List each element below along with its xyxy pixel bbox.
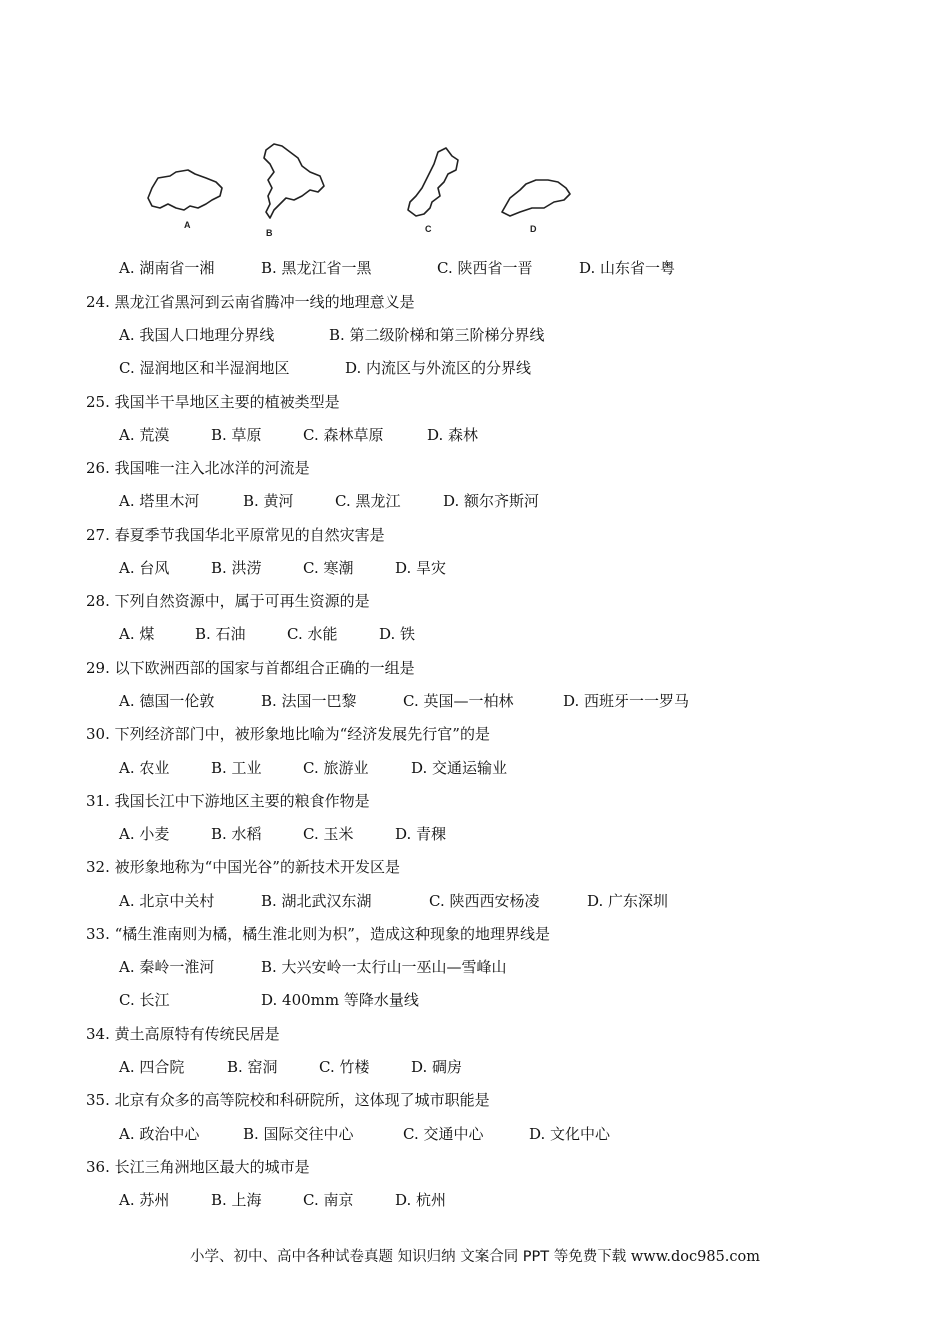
province-shape-b [264,144,324,218]
question-stem: 33. “橘生淮南则为橘，橘生淮北则为枳”，造成这种现象的地理界线是 [86,925,550,943]
q23-options [119,258,675,278]
question-stem: 26. 我国唯一注入北冰洋的河流是 [86,459,310,477]
option: C. 竹楼 [319,1058,370,1076]
option: A. 秦岭一淮河 [119,958,215,976]
question-stem: 24. 黑龙江省黑河到云南省腾冲一线的地理意义是 [86,293,415,311]
options-row [119,957,507,977]
map-label-b: B [266,228,273,238]
option: A. 苏州 [119,1191,170,1209]
option: B. 窑洞 [227,1058,278,1076]
option: D. 400mm 等降水量线 [261,991,419,1009]
option: B. 湖北武汉东湖 [261,892,372,910]
option: A. 政治中心 [119,1125,200,1143]
options-row [119,990,419,1010]
option: D. 内流区与外流区的分界线 [345,359,532,377]
option: C. 南京 [303,1191,354,1209]
option: A. 荒漠 [119,426,170,444]
option: C. 黑龙江 [335,492,401,510]
option: B. 上海 [211,1191,262,1209]
question-stem: 25. 我国半干旱地区主要的植被类型是 [86,393,340,411]
options-row [119,691,689,711]
option: C. 陕西省一晋 [437,259,533,277]
question-stem: 36. 长江三角洲地区最大的城市是 [86,1158,310,1176]
option: B. 大兴安岭一太行山一巫山—雪峰山 [261,958,507,976]
option: D. 西班牙一一罗马 [563,692,690,710]
options-row [119,425,478,445]
option: A. 湖南省一湘 [119,259,215,277]
option: D. 森林 [427,426,479,444]
option: D. 旱灾 [395,559,447,577]
option: D. 青稞 [395,825,447,843]
options-row [119,358,531,378]
option: C. 陕西西安杨凌 [429,892,540,910]
options-row [119,325,545,345]
question-stem: 27. 春夏季节我国华北平原常见的自然灾害是 [86,526,385,544]
option: C. 湿润地区和半湿润地区 [119,359,290,377]
option: B. 石油 [195,625,246,643]
option: D. 山东省一粤 [579,259,676,277]
option: D. 杭州 [395,1191,447,1209]
question-stem: 28. 下列自然资源中，属于可再生资源的是 [86,592,370,610]
option: B. 黄河 [243,492,294,510]
options-row [119,624,415,644]
option: B. 第二级阶梯和第三阶梯分界线 [329,326,545,344]
option: D. 额尔齐斯河 [443,492,540,510]
province-shape-d [502,180,570,216]
options-row [119,1190,446,1210]
province-shape-c [408,148,458,216]
option: B. 草原 [211,426,262,444]
map-label-d: D [530,224,537,234]
options-row [119,491,539,511]
options-row [119,1124,610,1144]
options-row [119,758,507,778]
option: D. 碉房 [411,1058,463,1076]
option: B. 国际交往中心 [243,1125,354,1143]
option: A. 煤 [119,625,155,643]
option: A. 四合院 [119,1058,185,1076]
page-footer [0,1245,950,1266]
question-stem: 32. 被形象地称为“中国光谷”的新技术开发区是 [86,858,400,876]
option: C. 旅游业 [303,759,369,777]
option: D. 铁 [379,625,416,643]
option: B. 洪涝 [211,559,262,577]
option: B. 法国一巴黎 [261,692,357,710]
map-label-c: C [425,224,432,234]
option: D. 交通运输业 [411,759,508,777]
option: C. 水能 [287,625,338,643]
option: C. 交通中心 [403,1125,484,1143]
question-stem: 31. 我国长江中下游地区主要的粮食作物是 [86,792,370,810]
question-stem: 30. 下列经济部门中，被形象地比喻为“经济发展先行官”的是 [86,725,490,743]
option: A. 台风 [119,559,170,577]
option: B. 水稻 [211,825,262,843]
option: A. 小麦 [119,825,170,843]
province-outline-maps [140,138,580,238]
option: C. 森林草原 [303,426,384,444]
options-row [119,891,668,911]
province-shapes-figure [140,138,580,238]
option: D. 文化中心 [529,1125,611,1143]
option: A. 塔里木河 [119,492,200,510]
footer-url[interactable]: www.doc985.com [630,1249,761,1265]
options-row [119,558,446,578]
question-stem: 35. 北京有众多的高等院校和科研院所，这体现了城市职能是 [86,1091,490,1109]
option: C. 长江 [119,991,170,1009]
question-stem: 34. 黄土高原特有传统民居是 [86,1025,280,1043]
option: A. 农业 [119,759,170,777]
question-stem: 29. 以下欧洲西部的国家与首都组合正确的一组是 [86,659,415,677]
option: A. 德国一伦敦 [119,692,215,710]
option: B. 黑龙江省一黑 [261,259,372,277]
option: A. 北京中关村 [119,892,215,910]
province-shape-a [148,170,222,210]
option: D. 广东深圳 [587,892,669,910]
option: C. 英国—一柏林 [403,692,514,710]
option: C. 玉米 [303,825,354,843]
options-row [119,1057,462,1077]
options-row [119,824,446,844]
option: B. 工业 [211,759,262,777]
option: A. 我国人口地理分界线 [119,326,275,344]
option: C. 寒潮 [303,559,354,577]
footer-text: 小学、初中、高中各种试卷真题 知识归纳 文案合同 PPT 等免费下载 [189,1249,627,1265]
map-label-a: A [184,220,191,230]
